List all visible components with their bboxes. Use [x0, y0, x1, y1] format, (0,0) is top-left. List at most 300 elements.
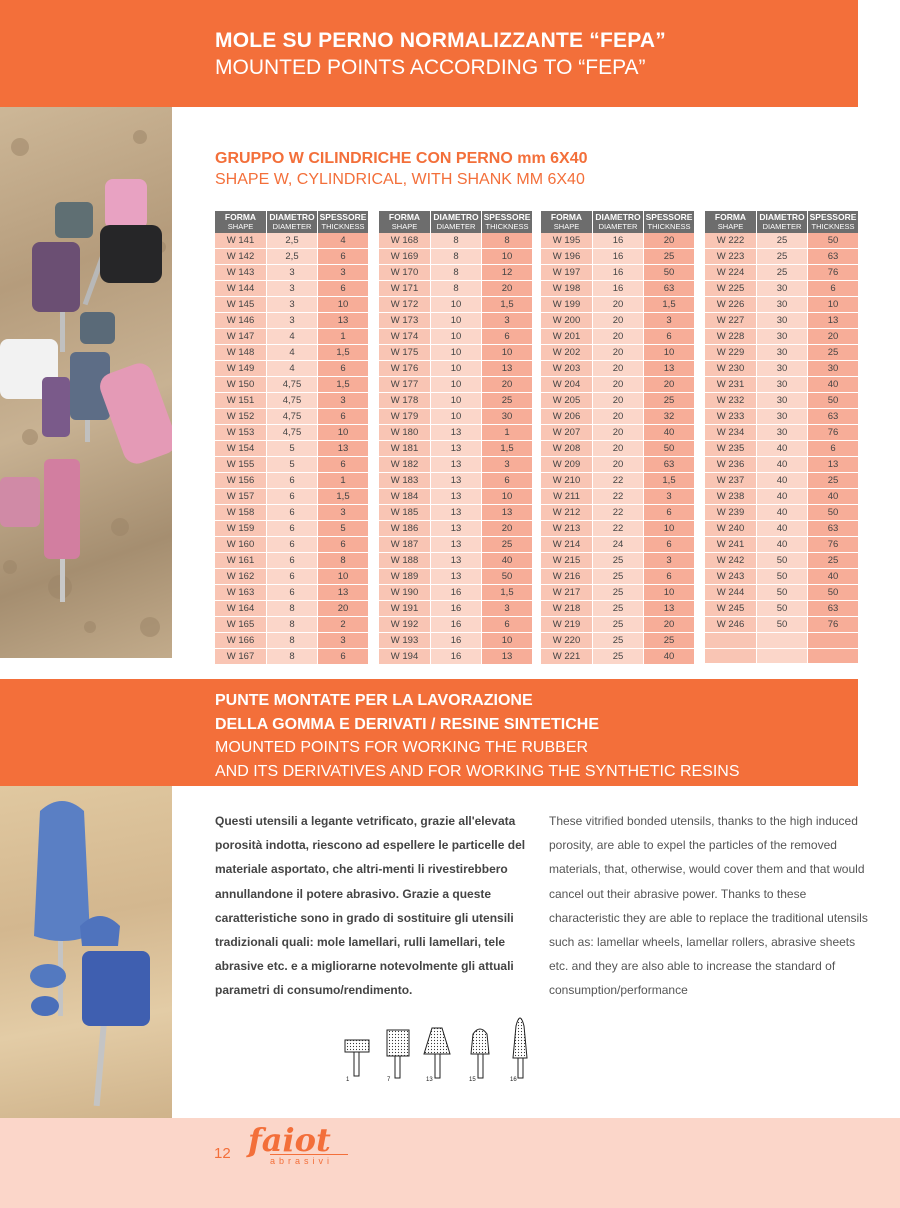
header-shape-label: FORMA	[714, 212, 747, 222]
cell-diameter: 16	[431, 633, 482, 649]
cell-diameter: 20	[593, 441, 644, 457]
cell-thickness: 40	[808, 377, 859, 393]
cell-thickness: 25	[644, 633, 695, 649]
header-diameter-sub: DIAMETER	[598, 222, 638, 231]
rubber-points-illustration	[0, 786, 172, 1118]
cell-thickness: 50	[644, 265, 695, 281]
header-diameter-label: DIAMETRO	[433, 212, 479, 222]
table-row	[541, 521, 695, 537]
cell-diameter: 6	[267, 521, 318, 537]
header-diameter-sub: DIAMETER	[762, 222, 802, 231]
cell-thickness: 3	[318, 505, 369, 521]
cell-diameter: 40	[757, 441, 808, 457]
cell-thickness: 1	[318, 473, 369, 489]
table-row	[705, 521, 859, 537]
cell-shape: W 178	[379, 393, 431, 409]
cell-shape: W 159	[215, 521, 267, 537]
cell-thickness: 10	[482, 345, 533, 361]
cell-shape: W 205	[541, 393, 593, 409]
cell-thickness: 40	[808, 489, 859, 505]
cell-thickness: 63	[808, 249, 859, 265]
table-row	[705, 425, 859, 441]
table-row	[705, 441, 859, 457]
cell-thickness: 1,5	[482, 297, 533, 313]
cell-thickness: 63	[644, 281, 695, 297]
cell-diameter: 16	[593, 249, 644, 265]
table-row	[541, 393, 695, 409]
cell-diameter: 25	[593, 617, 644, 633]
header-thickness-sub: THICKNESS	[647, 222, 691, 231]
cell-thickness: 6	[808, 441, 859, 457]
table-row	[541, 361, 695, 377]
cell-diameter: 30	[757, 281, 808, 297]
cell-thickness: 25	[808, 345, 859, 361]
cell-diameter: 24	[593, 537, 644, 553]
cell-thickness: 6	[644, 505, 695, 521]
header-shape-label: FORMA	[224, 212, 257, 222]
cell-thickness: 13	[808, 457, 859, 473]
cell-diameter: 20	[593, 361, 644, 377]
cell-thickness: 50	[482, 569, 533, 585]
header-diameter	[431, 211, 482, 233]
cell-shape: W 242	[705, 553, 757, 569]
cell-diameter: 20	[593, 409, 644, 425]
table-row	[215, 569, 369, 585]
cell-diameter	[757, 633, 808, 649]
cell-diameter: 20	[593, 297, 644, 313]
table-row	[541, 425, 695, 441]
cell-thickness: 10	[318, 425, 369, 441]
table-row	[541, 281, 695, 297]
cell-diameter: 25	[593, 553, 644, 569]
table-row	[215, 361, 369, 377]
cell-diameter: 13	[431, 441, 482, 457]
cell-shape: W 241	[705, 537, 757, 553]
cell-thickness: 32	[644, 409, 695, 425]
cell-shape: W 174	[379, 329, 431, 345]
cell-diameter: 6	[267, 505, 318, 521]
cell-thickness: 6	[318, 249, 369, 265]
cell-diameter: 50	[757, 569, 808, 585]
cell-thickness: 20	[644, 617, 695, 633]
cell-shape: W 223	[705, 249, 757, 265]
table-row	[541, 313, 695, 329]
table-row	[541, 457, 695, 473]
table-row	[379, 521, 533, 537]
cell-thickness: 20	[644, 233, 695, 249]
table-row	[541, 553, 695, 569]
cell-thickness: 12	[482, 265, 533, 281]
cell-diameter: 25	[757, 249, 808, 265]
cell-shape: W 202	[541, 345, 593, 361]
cell-diameter: 20	[593, 393, 644, 409]
cell-diameter: 6	[267, 489, 318, 505]
cell-shape: W 196	[541, 249, 593, 265]
cell-thickness: 8	[318, 553, 369, 569]
fepa-table-1	[215, 211, 369, 665]
cell-shape: W 187	[379, 537, 431, 553]
cell-shape: W 171	[379, 281, 431, 297]
cell-shape: W 153	[215, 425, 267, 441]
cell-thickness: 13	[482, 361, 533, 377]
table-row	[379, 601, 533, 617]
cell-thickness: 6	[644, 329, 695, 345]
paragraph-italian: Questi utensili a legante vetrificato, grazie all'elevata porosità indotta, riescono ad espellere le particelle del materiale asportato, che altri-menti li rivestirebbero annullandone il potere abrasivo. Grazie a queste caratteristiche sono in grado di sostituire gli utensili tradizionali quali: mole lamellari, rulli lamellari, tele abrasive etc. e a migliorarne notevolmente gli attuali parametri di consumo/rendimento.	[215, 814, 526, 998]
cell-shape: W 150	[215, 377, 267, 393]
cell-diameter: 22	[593, 489, 644, 505]
cell-diameter: 13	[431, 489, 482, 505]
cell-shape: W 186	[379, 521, 431, 537]
header-thickness-label: SPESSORE	[809, 212, 857, 222]
table-row	[379, 441, 533, 457]
table-row	[379, 329, 533, 345]
cell-shape: W 221	[541, 649, 593, 665]
cell-thickness: 6	[318, 409, 369, 425]
shape-label-1: 1	[346, 1077, 350, 1082]
cell-thickness: 6	[482, 617, 533, 633]
table-row	[379, 633, 533, 649]
cell-shape: W 244	[705, 585, 757, 601]
header-diameter	[757, 211, 808, 233]
cell-shape: W 193	[379, 633, 431, 649]
cell-diameter	[757, 649, 808, 665]
cell-diameter: 25	[593, 633, 644, 649]
shape-7-head	[387, 1030, 409, 1056]
cell-diameter: 10	[431, 377, 482, 393]
cell-diameter: 10	[431, 393, 482, 409]
cell-shape: W 168	[379, 233, 431, 249]
cell-shape: W 194	[379, 649, 431, 665]
group-title	[215, 148, 588, 190]
cell-shape: W 207	[541, 425, 593, 441]
cell-thickness: 50	[808, 585, 859, 601]
table-row	[541, 409, 695, 425]
cell-diameter: 8	[431, 281, 482, 297]
cell-shape: W 222	[705, 233, 757, 249]
cell-diameter: 30	[757, 297, 808, 313]
cell-diameter: 25	[757, 233, 808, 249]
table-row	[215, 473, 369, 489]
cell-shape: W 166	[215, 633, 267, 649]
cell-diameter: 16	[593, 281, 644, 297]
table-row	[541, 489, 695, 505]
header-banner	[0, 0, 858, 107]
table-row	[705, 617, 859, 633]
cell-diameter: 20	[593, 377, 644, 393]
table-row	[379, 281, 533, 297]
cell-diameter: 5	[267, 441, 318, 457]
shape-drawings	[340, 1012, 540, 1082]
cell-shape: W 179	[379, 409, 431, 425]
cell-shape: W 188	[379, 553, 431, 569]
header-diameter-label: DIAMETRO	[595, 212, 641, 222]
cell-thickness: 20	[482, 377, 533, 393]
cell-diameter: 16	[431, 649, 482, 665]
table-row	[215, 281, 369, 297]
cell-shape: W 211	[541, 489, 593, 505]
table-row	[215, 601, 369, 617]
cell-thickness: 50	[808, 233, 859, 249]
table-row	[705, 553, 859, 569]
mounted-points-photo	[0, 107, 172, 658]
cell-thickness: 3	[318, 633, 369, 649]
table-row	[379, 361, 533, 377]
table-row	[379, 393, 533, 409]
cell-shape: W 233	[705, 409, 757, 425]
cell-thickness: 10	[644, 521, 695, 537]
cell-thickness: 10	[482, 489, 533, 505]
header-thickness-label: SPESSORE	[645, 212, 693, 222]
cell-shape: W 206	[541, 409, 593, 425]
cell-diameter: 4,75	[267, 377, 318, 393]
cell-shape: W 146	[215, 313, 267, 329]
shape-13-head	[424, 1028, 450, 1054]
table-row	[705, 649, 859, 665]
cell-diameter: 25	[593, 649, 644, 665]
cell-shape: W 246	[705, 617, 757, 633]
table-row	[215, 441, 369, 457]
cell-shape: W 210	[541, 473, 593, 489]
table-row	[541, 569, 695, 585]
header-diameter-sub: DIAMETER	[272, 222, 312, 231]
cell-diameter: 10	[431, 409, 482, 425]
cell-thickness: 3	[318, 265, 369, 281]
cell-shape: W 234	[705, 425, 757, 441]
cell-shape: W 177	[379, 377, 431, 393]
cell-shape: W 176	[379, 361, 431, 377]
table-row	[379, 553, 533, 569]
mounted-points-illustration	[0, 107, 172, 658]
cell-thickness: 40	[644, 649, 695, 665]
cell-thickness: 25	[644, 393, 695, 409]
table-row	[215, 537, 369, 553]
cell-diameter: 30	[757, 409, 808, 425]
table-row	[215, 297, 369, 313]
table-row	[705, 585, 859, 601]
cell-diameter: 13	[431, 473, 482, 489]
cell-shape	[705, 633, 757, 649]
paragraph-english: These vitrified bonded utensils, thanks to the high induced porosity, are able to expel the particles of the removed materials, that, otherwise, would cover them and that would cancel out their abrasive power. Thanks to these characteristic they are able to replace the traditional utensils such as: lamellar wheels, lamellar rollers, abrasive sheets etc. and they are also able to increase the standard of consumption/performance	[549, 814, 868, 998]
cell-diameter: 40	[757, 489, 808, 505]
cell-thickness: 40	[644, 425, 695, 441]
table-row	[379, 569, 533, 585]
cell-diameter: 6	[267, 569, 318, 585]
table-row	[215, 521, 369, 537]
cell-diameter: 40	[757, 505, 808, 521]
cell-diameter: 4	[267, 345, 318, 361]
table-row	[541, 441, 695, 457]
cell-thickness: 13	[318, 441, 369, 457]
cell-shape: W 200	[541, 313, 593, 329]
table-row	[379, 233, 533, 249]
cell-shape: W 245	[705, 601, 757, 617]
table-row	[541, 233, 695, 249]
cell-shape: W 220	[541, 633, 593, 649]
cell-shape: W 156	[215, 473, 267, 489]
cell-diameter: 4	[267, 329, 318, 345]
footer-bar	[0, 1118, 900, 1208]
cell-thickness: 20	[482, 281, 533, 297]
table-row	[705, 633, 859, 649]
header-shape-label: FORMA	[388, 212, 421, 222]
cell-shape: W 212	[541, 505, 593, 521]
cell-shape: W 236	[705, 457, 757, 473]
cell-diameter: 30	[757, 361, 808, 377]
header-title-en: MOUNTED POINTS ACCORDING TO “FEPA”	[215, 56, 646, 79]
cell-thickness: 63	[808, 409, 859, 425]
fepa-table-2	[379, 211, 533, 665]
cell-diameter: 3	[267, 265, 318, 281]
cell-shape: W 167	[215, 649, 267, 665]
table-row	[705, 249, 859, 265]
cell-shape: W 224	[705, 265, 757, 281]
cell-thickness: 63	[808, 601, 859, 617]
shape-label-15: 15	[469, 1077, 476, 1082]
cell-thickness: 10	[482, 633, 533, 649]
cell-thickness: 13	[482, 505, 533, 521]
cell-shape: W 203	[541, 361, 593, 377]
header-shape	[541, 211, 593, 233]
cell-shape: W 164	[215, 601, 267, 617]
cell-diameter: 13	[431, 505, 482, 521]
header-thickness	[644, 211, 695, 233]
table-row	[705, 265, 859, 281]
fepa-table-4	[705, 211, 859, 664]
table-row	[215, 249, 369, 265]
cell-diameter: 30	[757, 345, 808, 361]
table-row	[379, 425, 533, 441]
cell-thickness: 10	[482, 249, 533, 265]
cell-thickness: 1,5	[318, 345, 369, 361]
cell-shape: W 218	[541, 601, 593, 617]
cell-shape: W 142	[215, 249, 267, 265]
cell-diameter: 13	[431, 521, 482, 537]
table-row	[541, 649, 695, 665]
table-row	[215, 329, 369, 345]
table-row	[379, 537, 533, 553]
cell-shape: W 149	[215, 361, 267, 377]
table-row	[705, 297, 859, 313]
cell-shape: W 158	[215, 505, 267, 521]
cell-shape: W 214	[541, 537, 593, 553]
table-row	[379, 249, 533, 265]
cell-diameter: 30	[757, 425, 808, 441]
shape-label-7: 7	[387, 1077, 391, 1082]
table-row	[215, 649, 369, 665]
table-row	[379, 345, 533, 361]
cell-shape: W 229	[705, 345, 757, 361]
cell-thickness: 25	[808, 553, 859, 569]
header-title-it: MOLE SU PERNO NORMALIZZANTE “FEPA”	[215, 29, 666, 52]
cell-diameter: 2,5	[267, 249, 318, 265]
cell-shape: W 216	[541, 569, 593, 585]
cell-diameter: 8	[267, 649, 318, 665]
shape-15-head	[471, 1029, 489, 1054]
faiot-logo	[248, 1122, 348, 1166]
table-row	[541, 265, 695, 281]
cell-diameter: 8	[267, 633, 318, 649]
cell-thickness: 10	[808, 297, 859, 313]
table-row	[215, 393, 369, 409]
header-shape-sub: SHAPE	[553, 222, 580, 231]
cell-thickness: 3	[644, 489, 695, 505]
cell-thickness: 8	[482, 233, 533, 249]
cell-shape: W 227	[705, 313, 757, 329]
cell-thickness: 6	[644, 537, 695, 553]
table-row	[705, 409, 859, 425]
cell-diameter: 4	[267, 361, 318, 377]
cell-thickness: 25	[644, 249, 695, 265]
cell-thickness: 63	[644, 457, 695, 473]
cell-shape: W 161	[215, 553, 267, 569]
cell-thickness: 30	[808, 361, 859, 377]
cell-thickness: 76	[808, 265, 859, 281]
cell-shape: W 183	[379, 473, 431, 489]
cell-shape: W 163	[215, 585, 267, 601]
cell-thickness: 6	[482, 329, 533, 345]
cell-diameter: 2,5	[267, 233, 318, 249]
table-row	[705, 361, 859, 377]
header-thickness-sub: THICKNESS	[811, 222, 855, 231]
section2-banner	[0, 679, 858, 786]
table-row	[705, 393, 859, 409]
cell-diameter: 6	[267, 473, 318, 489]
cell-shape: W 191	[379, 601, 431, 617]
cell-diameter: 6	[267, 553, 318, 569]
cell-shape: W 208	[541, 441, 593, 457]
cell-diameter: 40	[757, 457, 808, 473]
cell-thickness: 6	[318, 537, 369, 553]
cell-diameter: 16	[593, 233, 644, 249]
cell-shape: W 154	[215, 441, 267, 457]
table-row	[705, 601, 859, 617]
cell-diameter: 8	[431, 265, 482, 281]
header-thickness-sub: THICKNESS	[485, 222, 529, 231]
cell-diameter: 22	[593, 521, 644, 537]
cell-thickness: 25	[808, 473, 859, 489]
header-thickness	[318, 211, 369, 233]
cell-shape: W 243	[705, 569, 757, 585]
cell-diameter: 8	[267, 601, 318, 617]
cell-diameter: 30	[757, 329, 808, 345]
table-row	[215, 313, 369, 329]
cell-thickness: 50	[808, 393, 859, 409]
header-diameter-label: DIAMETRO	[269, 212, 315, 222]
group-title-it: GRUPPO W CILINDRICHE CON PERNO mm 6X40	[215, 150, 588, 167]
header-shape-label: FORMA	[550, 212, 583, 222]
cell-diameter: 20	[593, 329, 644, 345]
table-row	[215, 553, 369, 569]
shape-1-head	[345, 1040, 369, 1052]
table-row	[379, 505, 533, 521]
cell-diameter: 30	[757, 393, 808, 409]
table-row	[379, 473, 533, 489]
cell-thickness: 3	[482, 313, 533, 329]
cell-diameter: 4,75	[267, 393, 318, 409]
table-row	[541, 617, 695, 633]
cell-diameter: 13	[431, 425, 482, 441]
cell-thickness: 20	[482, 521, 533, 537]
cell-shape: W 184	[379, 489, 431, 505]
cell-shape: W 144	[215, 281, 267, 297]
cell-diameter: 10	[431, 345, 482, 361]
cell-thickness: 1	[482, 425, 533, 441]
cell-thickness: 3	[644, 313, 695, 329]
cell-thickness: 20	[644, 377, 695, 393]
cell-thickness: 1,5	[644, 297, 695, 313]
cell-thickness: 6	[318, 361, 369, 377]
cell-diameter: 50	[757, 553, 808, 569]
